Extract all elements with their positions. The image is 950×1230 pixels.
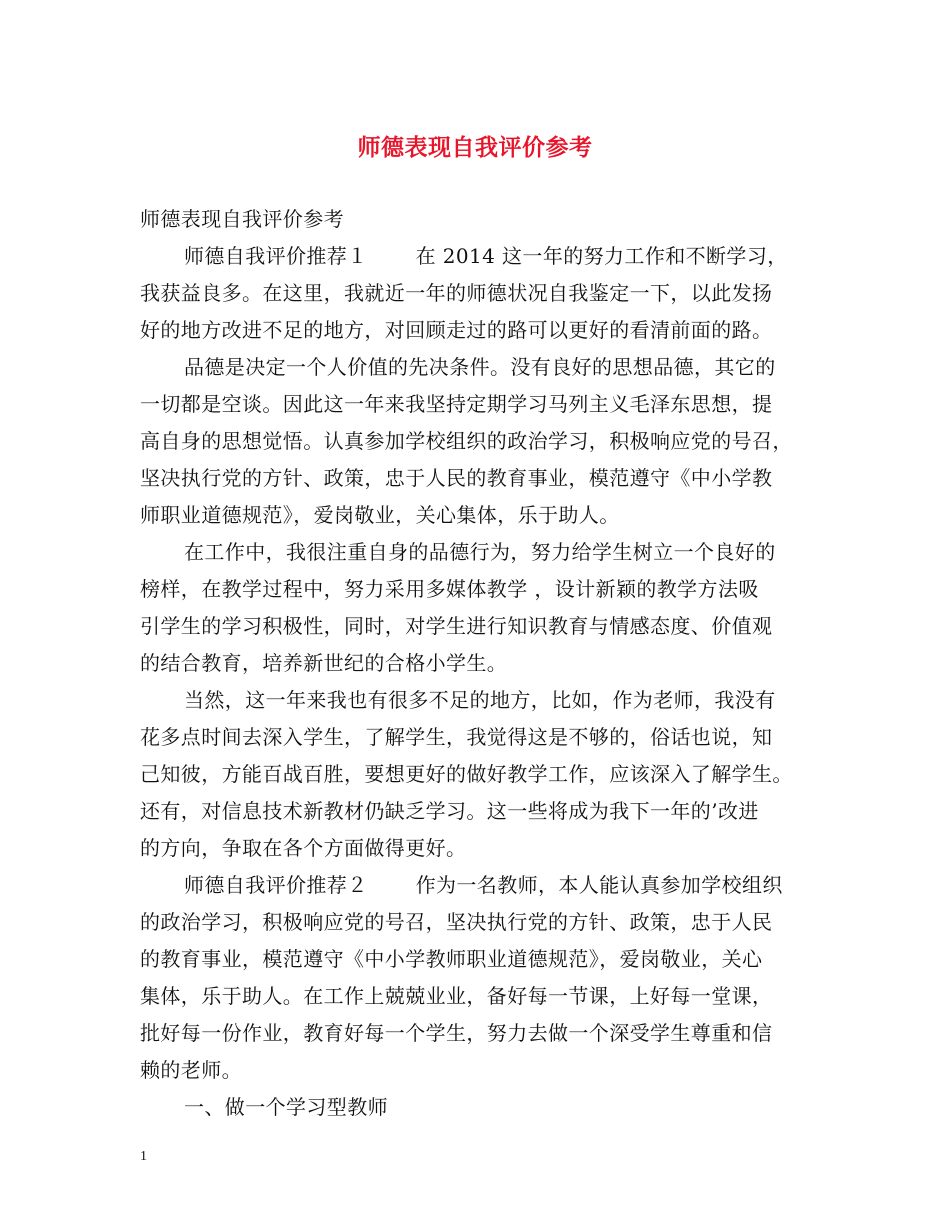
paragraph-4-line: 当然，这一年来我也有很多不足的地方，比如，作为老师，我没有 bbox=[184, 688, 776, 712]
paragraph-1-text: 在 2014 这一年的努力工作和不断学习， bbox=[415, 244, 788, 268]
page-number: 1 bbox=[140, 1149, 147, 1164]
paragraph-3-line: 的结合教育，培养新世纪的合格小学生。 bbox=[140, 651, 508, 675]
paragraph-2-line: 一切都是空谈。因此这一年来我坚持定期学习马列主义毛泽东思想，提 bbox=[140, 392, 773, 416]
recommendation-1-heading: 师德自我评价推荐１ bbox=[184, 244, 368, 268]
paragraph-5-first-line bbox=[184, 871, 783, 899]
paragraph-2-line: 品德是决定一个人价值的先决条件。没有良好的思想品德，其它的 bbox=[184, 355, 776, 379]
section-heading: 一、做一个学习型教师 bbox=[184, 1095, 388, 1119]
paragraph-5-line: 赖的老师。 bbox=[140, 1058, 242, 1082]
paragraph-2-line: 坚决执行党的方针、政策，忠于人民的教育事业，模范遵守《中小学教 bbox=[140, 466, 773, 490]
paragraph-1-first-line bbox=[184, 242, 788, 270]
paragraph-5-line: 批好每一份作业，教育好每一个学生，努力去做一个深受学生尊重和信 bbox=[140, 1021, 773, 1045]
paragraph-5-text: 作为一名教师，本人能认真参加学校组织 bbox=[415, 873, 783, 897]
paragraph-5-line: 集体，乐于助人。在工作上兢兢业业，备好每一节课，上好每一堂课， bbox=[140, 984, 773, 1008]
paragraph-5-line: 的政治学习，积极响应党的号召，坚决执行党的方针、政策，忠于人民 bbox=[140, 910, 773, 934]
paragraph-4-line: 花多点时间去深入学生，了解学生，我觉得这是不够的，俗话也说，知 bbox=[140, 725, 773, 749]
paragraph-3-line: 引学生的学习积极性，同时，对学生进行知识教育与情感态度、价值观 bbox=[140, 614, 773, 638]
paragraph-4-line: 还有，对信息技术新教材仍缺乏学习。这一些将成为我下一年的’改进 bbox=[140, 799, 759, 823]
paragraph-2-line: 高自身的思想觉悟。认真参加学校组织的政治学习，积极响应党的号召， bbox=[140, 429, 793, 453]
document-subtitle: 师德表现自我评价参考 bbox=[140, 207, 344, 231]
paragraph-3-line: 在工作中，我很注重自身的品德行为，努力给学生树立一个良好的 bbox=[184, 540, 776, 564]
paragraph-2-line: 师职业道德规范》，爱岗敬业，关心集体，乐于助人。 bbox=[140, 503, 620, 527]
paragraph-4-line: 的方向，争取在各个方面做得更好。 bbox=[140, 836, 467, 860]
recommendation-2-heading: 师德自我评价推荐２ bbox=[184, 873, 368, 897]
paragraph-1-line: 好的地方改进不足的地方，对回顾走过的路可以更好的看清前面的路。 bbox=[140, 318, 773, 342]
paragraph-3-line: 榜样，在教学过程中，努力采用多媒体教学 ，设计新颖的教学方法吸 bbox=[140, 577, 759, 601]
paragraph-5-line: 的教育事业，模范遵守《中小学教师职业道德规范》，爱岗敬业，关心 bbox=[140, 947, 763, 971]
paragraph-4-line: 己知彼，方能百战百胜，要想更好的做好教学工作，应该深入了解学生。 bbox=[140, 762, 793, 786]
document-title: 师德表现自我评价参考 bbox=[357, 134, 593, 161]
paragraph-1-line: 我获益良多。在这里，我就近一年的师德状况自我鉴定一下，以此发扬 bbox=[140, 281, 773, 305]
